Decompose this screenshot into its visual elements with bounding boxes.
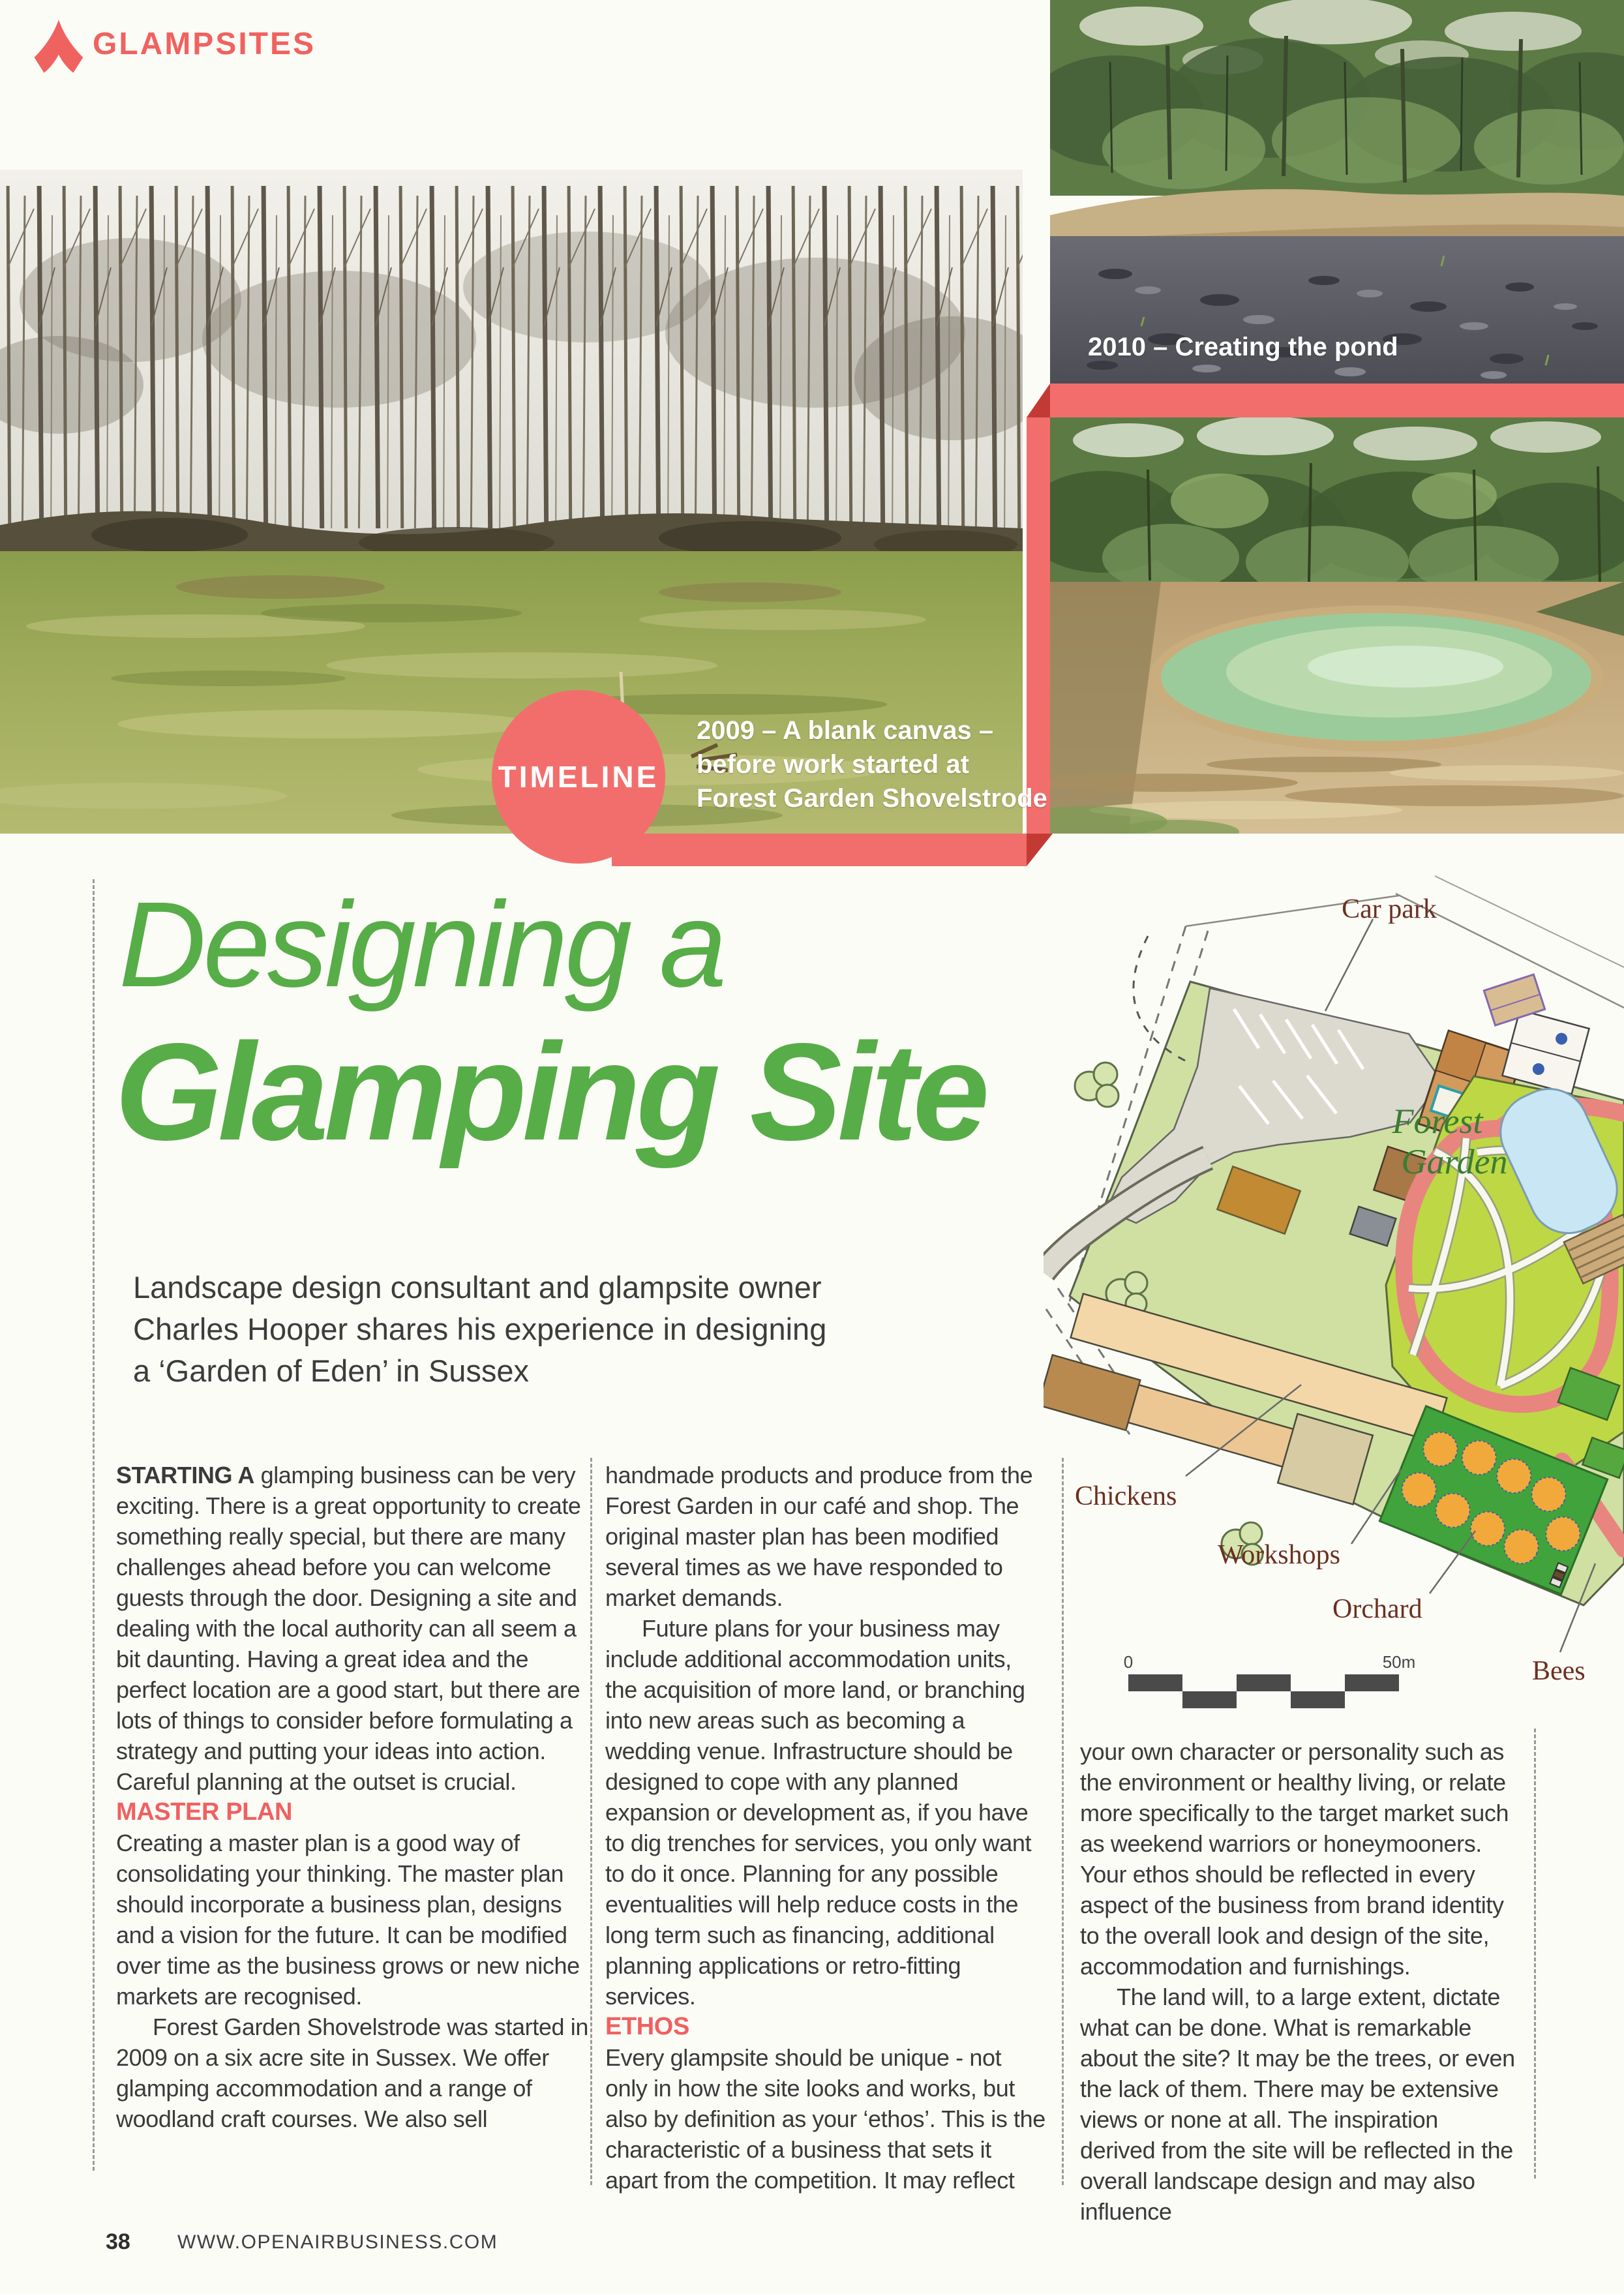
paragraph: handmade products and produce from the Forest Garden in our café and shop. The original master plan has been modified several times as we have responded to market demands. xyxy=(605,1462,1033,1611)
paragraph-text: glamping business can be very exciting. There is a great opportunity to create something really special, but there are many challenges ahead before you can welcome guests through the door. Designing a site and dealing with the local authority can all seem a bit daunting. Having a great idea and the perfect location are a good start, but there are lots of things to consider before formulating a strategy and putting your ideas into action. Careful planning at the outset is crucial. xyxy=(116,1462,581,1795)
caption-2010: 2010 – Creating the pond xyxy=(1088,333,1398,361)
body-column-1 xyxy=(116,1460,590,2134)
timeline-badge-label: TIMELINE xyxy=(498,760,659,794)
tent-logo-icon xyxy=(33,17,86,77)
map-label-bees: Bees xyxy=(1532,1656,1586,1686)
caption-2009-line2: before work started at xyxy=(697,750,969,779)
brand-title: GLAMPSITES xyxy=(93,27,316,61)
caption-2009-line1: 2009 – A blank canvas – xyxy=(697,716,994,745)
ribbon-fold-bottom xyxy=(1027,834,1053,866)
footer-page-number: 38 xyxy=(106,2229,130,2254)
map-scale-50m: 50m xyxy=(1382,1652,1416,1672)
dashed-divider-col1-col2 xyxy=(590,1458,592,2185)
map-scale-bar xyxy=(1124,1652,1416,1708)
map-label-forest: Forest xyxy=(1392,1102,1483,1141)
article-standfirst xyxy=(133,1267,826,1392)
body-column-2 xyxy=(605,1460,1046,2196)
standfirst-line2: Charles Hooper shares his experience in designing xyxy=(133,1312,827,1346)
map-label-chickens: Chickens xyxy=(1075,1481,1177,1511)
dashed-rule-left xyxy=(93,879,95,2171)
caption-2009-line3: Forest Garden Shovelstrode xyxy=(697,784,1047,813)
dashed-divider-col2-col3 xyxy=(1062,1458,1064,2185)
section-heading-master-plan: MASTER PLAN xyxy=(116,1798,293,1826)
photo-pond-created xyxy=(1050,417,1624,834)
paragraph: Future plans for your business may include additional accommodation units, the acquisition of more land, or branching into new areas such as becoming a wedding venue. Infrastructure should be designed to cope with any planned expansion or development as, if you have to dig trenches for services, you only want to do it once. Planning for any possible eventualities will help reduce costs in the long term such as financing, additional planning applications or retro-fitting services. xyxy=(605,1615,1032,2010)
paragraph: The land will, to a large extent, dictate what can be done. What is remarkable about the site? It may be the trees, or even the lack of them. There may be extensive views or none at all. The inspiration derived from the site will be reflected in the overall landscape design and may also influence xyxy=(1080,1984,1515,2225)
paragraph: your own character or personality such as the environment or healthy living, or relate more specifically to the target market such as weekend warriors or honeymooners. Your ethos should be reflected in every aspect of the business from brand identity to the overall look and design of the site, accommodation and furnishings. xyxy=(1080,1738,1509,1980)
paragraph: Creating a master plan is a good way of consolidating your thinking. The master plan should incorporate a business plan, designs and a vision for the future. It can be modified over time as the business grows or new niche markets are recognised. xyxy=(116,1830,580,2010)
caption-2009 xyxy=(697,714,1047,815)
dashed-rule-right xyxy=(1534,1728,1536,2179)
map-label-orchard: Orchard xyxy=(1332,1594,1422,1624)
paragraph-lead: STARTING A xyxy=(116,1462,254,1488)
ribbon-horizontal xyxy=(1050,384,1624,417)
standfirst-line1: Landscape design consultant and glampsite owner xyxy=(133,1270,822,1305)
article-title-line2: Glamping Site xyxy=(115,1014,985,1169)
map-label-garden: Garden xyxy=(1401,1142,1508,1181)
photo-2010-pond-works xyxy=(1050,0,1624,384)
standfirst-line3: a ‘Garden of Eden’ in Sussex xyxy=(133,1353,530,1388)
ribbon-fold-top xyxy=(1027,384,1050,417)
footer-website: WWW.OPENAIRBUSINESS.COM xyxy=(177,2231,498,2253)
site-plan-map xyxy=(1044,871,1624,1712)
map-label-car-park: Car park xyxy=(1342,894,1437,924)
section-heading-ethos: ETHOS xyxy=(605,2013,689,2040)
map-scale-zero: 0 xyxy=(1123,1652,1134,1672)
paragraph xyxy=(116,1460,590,1797)
paragraph: Forest Garden Shovelstrode was started in 2009 on a six acre site in Sussex. We offer glamping accommodation and a range of woodland craft courses. We also sell xyxy=(116,2014,588,2132)
paragraph: Every glampsite should be unique - not only in how the site looks and works, but also by definition as your ‘ethos’. This is the characteristic of a business that sets it apart from the competition. It may reflect xyxy=(605,2044,1045,2194)
ribbon-band-bottom xyxy=(612,834,1027,866)
body-column-3 xyxy=(1080,1736,1518,2227)
timeline-badge xyxy=(492,690,665,864)
map-label-workshops: Workshops xyxy=(1218,1540,1340,1570)
article-title-line1: Designing a xyxy=(119,877,724,1012)
